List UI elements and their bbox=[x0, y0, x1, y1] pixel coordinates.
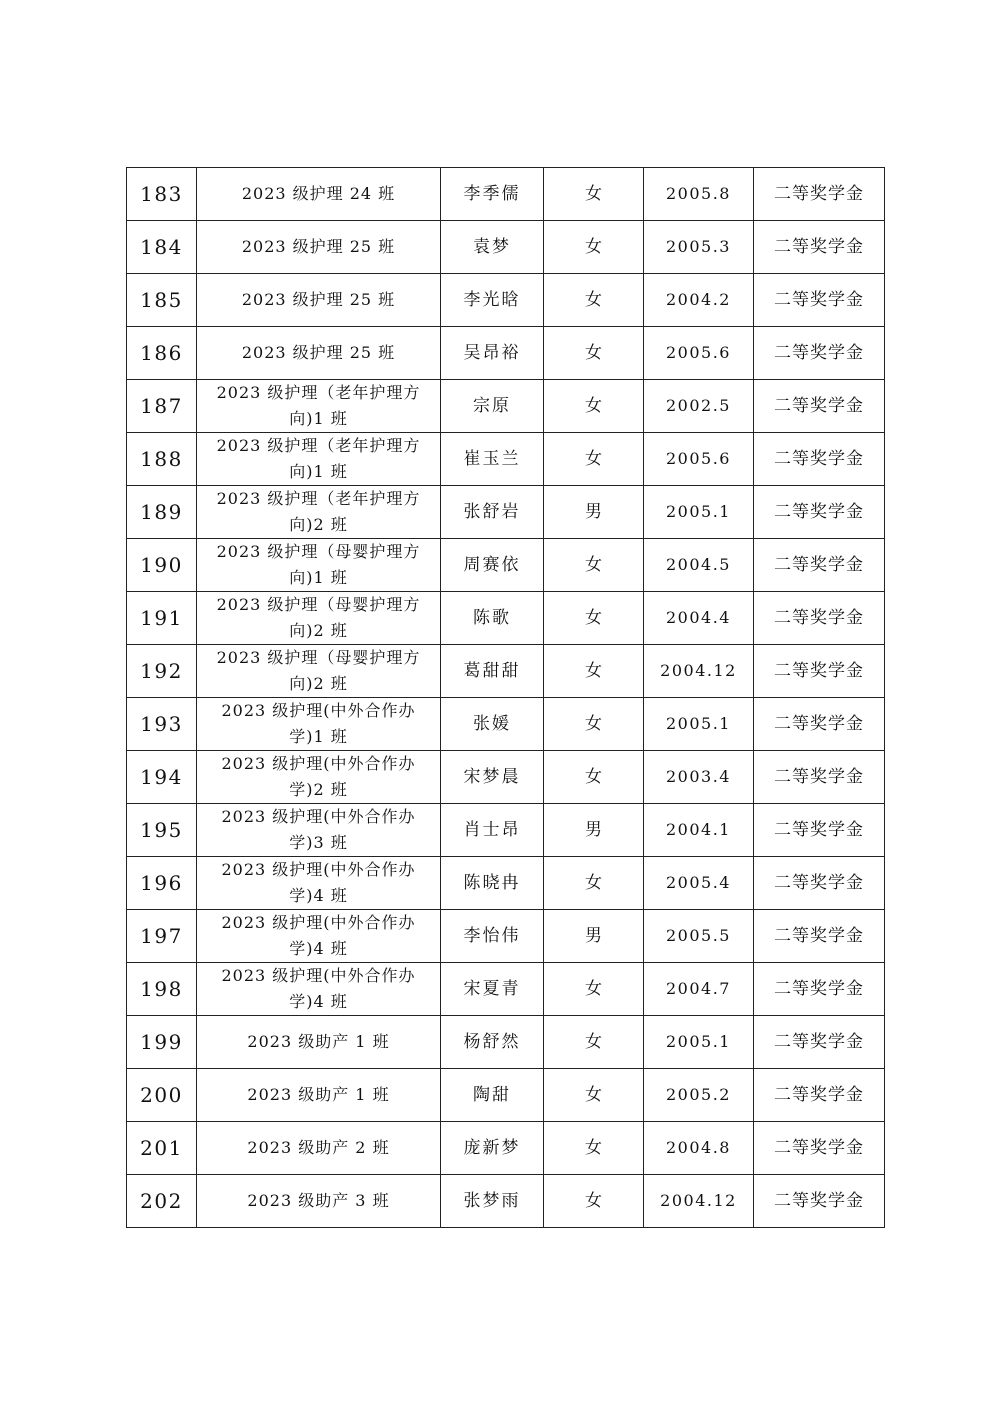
birth-date-cell: 2004.2 bbox=[644, 274, 754, 327]
award-level-cell: 二等奖学金 bbox=[754, 698, 885, 751]
birth-date-cell: 2004.1 bbox=[644, 804, 754, 857]
row-number-cell: 197 bbox=[127, 910, 197, 963]
class-name-cell bbox=[197, 274, 441, 327]
table-row bbox=[127, 751, 885, 804]
class-name-cell bbox=[197, 963, 441, 1016]
class-name-text: 2023 级护理(中外合作办学)4 班 bbox=[221, 913, 416, 958]
table-row bbox=[127, 910, 885, 963]
row-number-cell: 199 bbox=[127, 1016, 197, 1069]
table-row bbox=[127, 486, 885, 539]
class-name-text: 2023 级护理(中外合作办学)4 班 bbox=[221, 966, 416, 1011]
award-level-cell: 二等奖学金 bbox=[754, 221, 885, 274]
class-name-text: 2023 级护理（母婴护理方向)2 班 bbox=[216, 595, 421, 640]
student-name-cell: 宗原 bbox=[441, 380, 544, 433]
row-number-cell: 188 bbox=[127, 433, 197, 486]
class-name-cell bbox=[197, 751, 441, 804]
award-level-cell: 二等奖学金 bbox=[754, 1122, 885, 1175]
award-level-cell: 二等奖学金 bbox=[754, 963, 885, 1016]
class-name-cell bbox=[197, 1069, 441, 1122]
class-name-text: 2023 级护理（母婴护理方向)1 班 bbox=[216, 542, 421, 587]
row-number-cell: 200 bbox=[127, 1069, 197, 1122]
table-row bbox=[127, 221, 885, 274]
birth-date-cell: 2004.12 bbox=[644, 645, 754, 698]
birth-date-cell: 2004.8 bbox=[644, 1122, 754, 1175]
class-name-text: 2023 级护理(中外合作办学)4 班 bbox=[221, 860, 416, 905]
class-name-cell bbox=[197, 1175, 441, 1228]
class-name-cell bbox=[197, 804, 441, 857]
gender-cell: 女 bbox=[544, 168, 644, 221]
award-level-cell: 二等奖学金 bbox=[754, 804, 885, 857]
gender-cell: 女 bbox=[544, 751, 644, 804]
class-name-cell bbox=[197, 698, 441, 751]
table-row bbox=[127, 1122, 885, 1175]
row-number-cell: 189 bbox=[127, 486, 197, 539]
student-name-cell: 陈晓冉 bbox=[441, 857, 544, 910]
class-name-text: 2023 级助产 3 班 bbox=[247, 1191, 390, 1210]
student-name-cell: 张媛 bbox=[441, 698, 544, 751]
gender-cell: 女 bbox=[544, 1069, 644, 1122]
birth-date-cell: 2004.4 bbox=[644, 592, 754, 645]
class-name-text: 2023 级助产 1 班 bbox=[247, 1032, 390, 1051]
student-name-cell: 吴昂裕 bbox=[441, 327, 544, 380]
class-name-cell bbox=[197, 486, 441, 539]
class-name-cell bbox=[197, 910, 441, 963]
table-row bbox=[127, 645, 885, 698]
table-row bbox=[127, 963, 885, 1016]
table-row bbox=[127, 1016, 885, 1069]
student-name-cell: 宋夏青 bbox=[441, 963, 544, 1016]
birth-date-cell: 2005.3 bbox=[644, 221, 754, 274]
class-name-cell bbox=[197, 327, 441, 380]
gender-cell: 女 bbox=[544, 1175, 644, 1228]
class-name-cell bbox=[197, 1016, 441, 1069]
table-row bbox=[127, 857, 885, 910]
birth-date-cell: 2005.2 bbox=[644, 1069, 754, 1122]
student-name-cell: 李怡伟 bbox=[441, 910, 544, 963]
row-number-cell: 198 bbox=[127, 963, 197, 1016]
table-row bbox=[127, 592, 885, 645]
award-level-cell: 二等奖学金 bbox=[754, 645, 885, 698]
student-name-cell: 肖士昂 bbox=[441, 804, 544, 857]
birth-date-cell: 2004.7 bbox=[644, 963, 754, 1016]
table-row bbox=[127, 539, 885, 592]
class-name-text: 2023 级护理(中外合作办学)1 班 bbox=[221, 701, 416, 746]
gender-cell: 女 bbox=[544, 645, 644, 698]
award-level-cell: 二等奖学金 bbox=[754, 1016, 885, 1069]
class-name-text: 2023 级护理 25 班 bbox=[241, 290, 396, 309]
birth-date-cell: 2005.1 bbox=[644, 698, 754, 751]
class-name-cell bbox=[197, 645, 441, 698]
gender-cell: 女 bbox=[544, 221, 644, 274]
row-number-cell: 195 bbox=[127, 804, 197, 857]
row-number-cell: 193 bbox=[127, 698, 197, 751]
birth-date-cell: 2004.12 bbox=[644, 1175, 754, 1228]
class-name-text: 2023 级护理（老年护理方向)1 班 bbox=[216, 436, 421, 481]
award-level-cell: 二等奖学金 bbox=[754, 910, 885, 963]
row-number-cell: 187 bbox=[127, 380, 197, 433]
class-name-cell bbox=[197, 221, 441, 274]
birth-date-cell: 2002.5 bbox=[644, 380, 754, 433]
award-level-cell: 二等奖学金 bbox=[754, 592, 885, 645]
table-row bbox=[127, 380, 885, 433]
class-name-cell bbox=[197, 380, 441, 433]
table-row bbox=[127, 1175, 885, 1228]
row-number-cell: 192 bbox=[127, 645, 197, 698]
class-name-text: 2023 级护理 25 班 bbox=[241, 343, 396, 362]
award-level-cell: 二等奖学金 bbox=[754, 327, 885, 380]
award-level-cell: 二等奖学金 bbox=[754, 1069, 885, 1122]
student-name-cell: 崔玉兰 bbox=[441, 433, 544, 486]
class-name-cell bbox=[197, 592, 441, 645]
award-level-cell: 二等奖学金 bbox=[754, 274, 885, 327]
class-name-text: 2023 级护理(中外合作办学)3 班 bbox=[221, 807, 416, 852]
class-name-text: 2023 级护理（老年护理方向)1 班 bbox=[216, 383, 421, 428]
class-name-text: 2023 级护理（老年护理方向)2 班 bbox=[216, 489, 421, 534]
gender-cell: 女 bbox=[544, 592, 644, 645]
table-row bbox=[127, 1069, 885, 1122]
table-row bbox=[127, 698, 885, 751]
gender-cell: 男 bbox=[544, 804, 644, 857]
award-level-cell: 二等奖学金 bbox=[754, 168, 885, 221]
student-name-cell: 杨舒然 bbox=[441, 1016, 544, 1069]
student-name-cell: 宋梦晨 bbox=[441, 751, 544, 804]
student-name-cell: 葛甜甜 bbox=[441, 645, 544, 698]
student-name-cell: 张舒岩 bbox=[441, 486, 544, 539]
award-level-cell: 二等奖学金 bbox=[754, 857, 885, 910]
row-number-cell: 201 bbox=[127, 1122, 197, 1175]
award-level-cell: 二等奖学金 bbox=[754, 751, 885, 804]
gender-cell: 女 bbox=[544, 1122, 644, 1175]
row-number-cell: 194 bbox=[127, 751, 197, 804]
birth-date-cell: 2005.1 bbox=[644, 1016, 754, 1069]
student-name-cell: 陶甜 bbox=[441, 1069, 544, 1122]
birth-date-cell: 2005.4 bbox=[644, 857, 754, 910]
student-name-cell: 李光晗 bbox=[441, 274, 544, 327]
student-name-cell: 庞新梦 bbox=[441, 1122, 544, 1175]
class-name-cell bbox=[197, 857, 441, 910]
table-body bbox=[127, 168, 885, 1228]
class-name-text: 2023 级护理 25 班 bbox=[241, 237, 396, 256]
gender-cell: 男 bbox=[544, 910, 644, 963]
row-number-cell: 196 bbox=[127, 857, 197, 910]
gender-cell: 女 bbox=[544, 1016, 644, 1069]
student-name-cell: 李季儒 bbox=[441, 168, 544, 221]
row-number-cell: 202 bbox=[127, 1175, 197, 1228]
class-name-text: 2023 级护理（母婴护理方向)2 班 bbox=[216, 648, 421, 693]
birth-date-cell: 2005.5 bbox=[644, 910, 754, 963]
class-name-text: 2023 级助产 1 班 bbox=[247, 1085, 390, 1104]
row-number-cell: 186 bbox=[127, 327, 197, 380]
birth-date-cell: 2005.6 bbox=[644, 327, 754, 380]
class-name-cell bbox=[197, 539, 441, 592]
gender-cell: 女 bbox=[544, 380, 644, 433]
birth-date-cell: 2003.4 bbox=[644, 751, 754, 804]
student-name-cell: 周赛依 bbox=[441, 539, 544, 592]
row-number-cell: 190 bbox=[127, 539, 197, 592]
row-number-cell: 183 bbox=[127, 168, 197, 221]
birth-date-cell: 2005.1 bbox=[644, 486, 754, 539]
student-name-cell: 陈歌 bbox=[441, 592, 544, 645]
gender-cell: 男 bbox=[544, 486, 644, 539]
table-row bbox=[127, 327, 885, 380]
class-name-text: 2023 级护理(中外合作办学)2 班 bbox=[221, 754, 416, 799]
gender-cell: 女 bbox=[544, 698, 644, 751]
gender-cell: 女 bbox=[544, 433, 644, 486]
gender-cell: 女 bbox=[544, 274, 644, 327]
table-row bbox=[127, 168, 885, 221]
class-name-text: 2023 级护理 24 班 bbox=[241, 184, 396, 203]
birth-date-cell: 2005.8 bbox=[644, 168, 754, 221]
row-number-cell: 185 bbox=[127, 274, 197, 327]
table-row bbox=[127, 274, 885, 327]
gender-cell: 女 bbox=[544, 327, 644, 380]
class-name-cell bbox=[197, 168, 441, 221]
student-name-cell: 张梦雨 bbox=[441, 1175, 544, 1228]
award-level-cell: 二等奖学金 bbox=[754, 1175, 885, 1228]
birth-date-cell: 2005.6 bbox=[644, 433, 754, 486]
table-row bbox=[127, 433, 885, 486]
gender-cell: 女 bbox=[544, 963, 644, 1016]
gender-cell: 女 bbox=[544, 857, 644, 910]
scholarship-table bbox=[126, 167, 885, 1228]
class-name-cell bbox=[197, 1122, 441, 1175]
award-level-cell: 二等奖学金 bbox=[754, 486, 885, 539]
student-name-cell: 袁梦 bbox=[441, 221, 544, 274]
class-name-cell bbox=[197, 433, 441, 486]
table-row bbox=[127, 804, 885, 857]
birth-date-cell: 2004.5 bbox=[644, 539, 754, 592]
gender-cell: 女 bbox=[544, 539, 644, 592]
row-number-cell: 191 bbox=[127, 592, 197, 645]
class-name-text: 2023 级助产 2 班 bbox=[247, 1138, 390, 1157]
award-level-cell: 二等奖学金 bbox=[754, 380, 885, 433]
row-number-cell: 184 bbox=[127, 221, 197, 274]
award-level-cell: 二等奖学金 bbox=[754, 433, 885, 486]
award-level-cell: 二等奖学金 bbox=[754, 539, 885, 592]
